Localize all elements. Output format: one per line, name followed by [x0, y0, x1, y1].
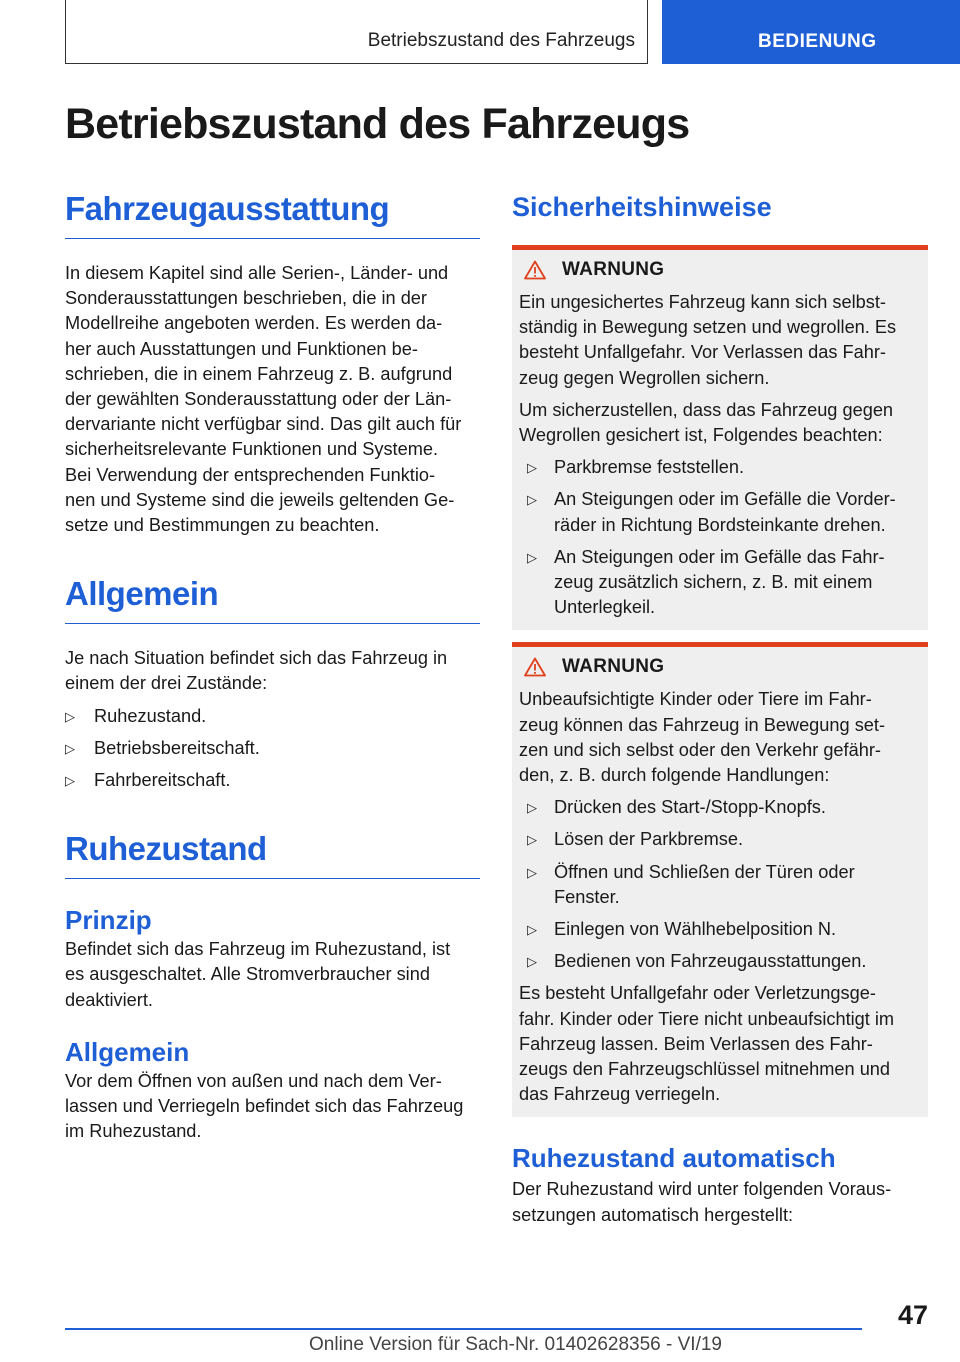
- text-line: Unbeaufsichtigte Kinder oder Tiere im Fahr-: [519, 689, 872, 710]
- state-list: [65, 704, 480, 794]
- paragraph-ruhezustand-automatisch: [512, 1177, 928, 1227]
- list-item: [519, 917, 921, 942]
- warning-box-1: [512, 245, 928, 630]
- text-line: Lösen der Parkbremse.: [554, 829, 744, 850]
- text-line: den, z. B. durch folgende Handlungen:: [519, 765, 830, 786]
- text-line: Drücken des Start-/Stopp-Knopfs.: [554, 797, 826, 818]
- text-line: setzungen automatisch hergestellt:: [512, 1204, 794, 1225]
- heading-prinzip: Prinzip: [65, 905, 152, 936]
- text-line: es ausgeschaltet. Alle Stromverbraucher sind: [65, 964, 430, 985]
- text-line: Fahrzeug lassen. Beim Verlassen des Fahr-: [519, 1033, 873, 1054]
- text-line: dervariante nicht verfügbar sind. Das gilt auch für: [65, 414, 462, 435]
- text-line: An Steigungen oder im Gefälle das Fahr-: [554, 546, 885, 567]
- list-item: [519, 827, 921, 852]
- text-line: Bei Verwendung der entsprechenden Funktio-: [65, 464, 436, 485]
- heading-allgemein: Allgemein: [65, 575, 480, 624]
- text-line: zeug können das Fahrzeug in Bewegung set-: [519, 714, 886, 735]
- text-line: besteht Unfallgefahr. Vor Verlassen das Fahr-: [519, 342, 886, 363]
- list-item: [519, 795, 921, 820]
- warning-header: [519, 250, 921, 290]
- text-line: der gewählten Sonderausstattung oder der Län-: [65, 389, 452, 410]
- text-line: An Steigungen oder im Gefälle die Vorder-: [554, 489, 896, 510]
- text-line: Unterlegkeil.: [554, 597, 656, 618]
- text-line: In diesem Kapitel sind alle Serien-, Länder- und: [65, 263, 449, 283]
- paragraph-allgemein-ruhezustand: [65, 1069, 480, 1145]
- text-line: Sonderausstattungen beschrieben, die in der: [65, 288, 427, 309]
- list-item: [519, 487, 921, 537]
- footer-text: Online Version für Sach-Nr. 01402628356 - VI/19: [309, 1334, 722, 1355]
- list-item: [519, 455, 921, 480]
- text-line: zen und sich selbst oder den Verkehr gefähr-: [519, 739, 881, 760]
- text-line: einem der drei Zustände:: [65, 673, 268, 694]
- text-line: nen und Systeme sind die jeweils geltenden Ge-: [65, 489, 455, 510]
- list-item: [519, 949, 921, 974]
- text-line: räder in Richtung Bordsteinkante drehen.: [554, 514, 886, 535]
- text-line: im Ruhezustand.: [65, 1121, 202, 1142]
- text-line: Bedienen von Fahrzeugausstattungen.: [554, 951, 867, 972]
- list-item: [519, 545, 921, 621]
- text-line: setze und Bestimmungen zu beachten.: [65, 515, 380, 536]
- text-line: sicherheitsrelevante Funktionen und Systeme.: [65, 439, 439, 460]
- text-line: Vor dem Öffnen von außen und nach dem Ver-: [65, 1070, 442, 1091]
- warning-triangle-icon: [524, 657, 546, 677]
- text-line: das Fahrzeug verriegeln.: [519, 1084, 721, 1105]
- heading-ruhezustand-automatisch: Ruhezustand automatisch: [512, 1143, 836, 1174]
- text-line: Öffnen und Schließen der Türen oder: [554, 861, 855, 882]
- text-line: Befindet sich das Fahrzeug im Ruhezustand, ist: [65, 939, 451, 960]
- heading-allgemein-ruhezustand: Allgemein: [65, 1036, 190, 1067]
- text-line: zeugs den Fahrzeugschlüssel mitnehmen und: [519, 1059, 891, 1080]
- warning-label: WARNUNG: [562, 656, 665, 678]
- text-line: Wegrollen gesichert ist, Folgendes beachten:: [519, 425, 883, 446]
- paragraph-allgemein: [65, 646, 480, 696]
- text-line: Modellreihe angeboten werden. Es werden da-: [65, 313, 443, 334]
- text-line: lassen und Verriegeln befindet sich das Fahrzeug: [65, 1096, 464, 1117]
- chapter-tab: [662, 0, 960, 64]
- list-item: ▷ Fahrbereitschaft.: [65, 768, 480, 793]
- list-item: [519, 860, 921, 910]
- paragraph-fahrzeugausstattung: [65, 261, 480, 538]
- text-line: Um sicherzustellen, dass das Fahrzeug gegen: [519, 399, 894, 420]
- heading-sicherheitshinweise: Sicherheitshinweise: [512, 192, 772, 222]
- warning-1-list: [519, 455, 921, 620]
- right-column: [512, 190, 928, 1228]
- text-line: fahr. Kinder oder Tiere nicht unbeaufsichtigt im: [519, 1008, 895, 1029]
- running-header-section: Betriebszustand des Fahrzeugs: [367, 30, 635, 51]
- text-line: Einlegen von Wählhebelposition N.: [554, 919, 837, 940]
- warning-label: WARNUNG: [562, 259, 665, 280]
- text-line: zeug gegen Wegrollen sichern.: [519, 367, 770, 388]
- text-line: her auch Ausstattungen und Funktionen be-: [65, 338, 418, 359]
- warning-triangle-icon: [524, 260, 546, 280]
- text-line: Der Ruhezustand wird unter folgenden Voraus-: [512, 1179, 892, 1200]
- text-line: Fenster.: [554, 886, 620, 907]
- text-line: Ein ungesichertes Fahrzeug kann sich selbst-: [519, 292, 886, 312]
- text-line: ständig in Bewegung setzen und wegrollen. Es: [519, 317, 897, 338]
- text-line: schrieben, die in einem Fahrzeug z. B. aufgrund: [65, 363, 453, 384]
- running-header-box: [65, 0, 648, 64]
- footer-rule: [65, 1328, 862, 1330]
- page-number: 47: [897, 1300, 928, 1330]
- left-column: [65, 190, 480, 1144]
- list-item: ▷ Ruhezustand.: [65, 704, 480, 729]
- text-line: Es besteht Unfallgefahr oder Verletzungsge-: [519, 983, 876, 1004]
- warning-header: [519, 647, 921, 687]
- text-line: Je nach Situation befindet sich das Fahrzeug in: [65, 648, 448, 669]
- text-line: Parkbremse feststellen.: [554, 457, 745, 478]
- text-line: zeug zusätzlich sichern, z. B. mit einem: [554, 572, 873, 593]
- heading-ruhezustand: Ruhezustand: [65, 830, 480, 879]
- list-item: ▷ Betriebsbereitschaft.: [65, 736, 480, 761]
- text-line: deaktiviert.: [65, 989, 153, 1010]
- paragraph-prinzip: [65, 937, 480, 1013]
- warning-2-list: [519, 795, 921, 974]
- page-title: Betriebszustand des Fahrzeugs: [65, 100, 690, 148]
- heading-fahrzeugausstattung: Fahrzeugausstattung: [65, 190, 480, 239]
- warning-box-2: [512, 642, 928, 1117]
- chapter-label: BEDIENUNG: [758, 31, 877, 52]
